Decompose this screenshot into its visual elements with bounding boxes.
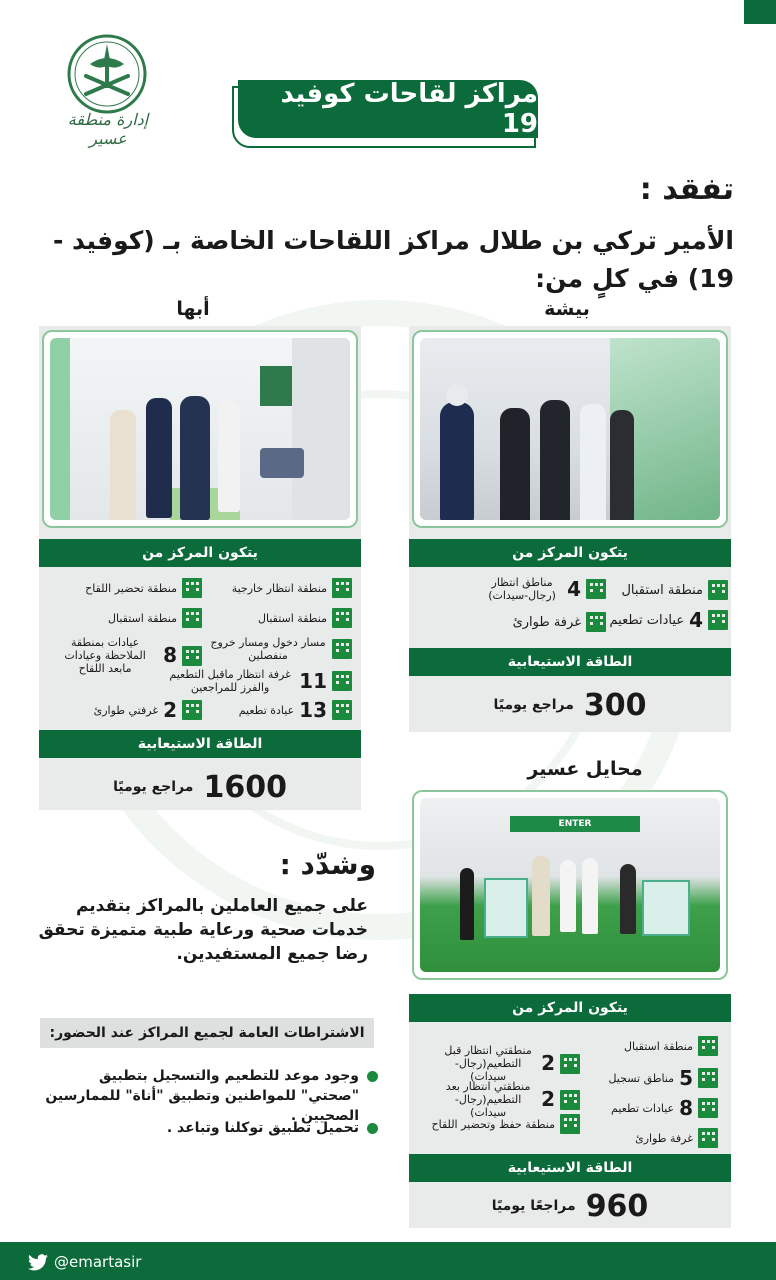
components-band-bisha: يتكون المركز من (409, 539, 731, 567)
city-title-mahayel: محايل عسير (527, 758, 643, 780)
capacity-band-bisha: الطاقة الاستيعابية (409, 648, 731, 676)
building-icon (560, 1114, 580, 1134)
stress-text: على جميع العاملين بالمراكز بتقديم خدمات صحية ورعاية طبية متميزة تحقق رضا جميع المستفيدين. (38, 896, 368, 964)
city-title-abha: أبها (176, 298, 210, 320)
item-mahayel-5: 8 عيادات تطعيم (588, 1098, 718, 1118)
stress-heading: وشدّد : (279, 848, 376, 881)
building-icon (698, 1036, 718, 1056)
building-icon (698, 1068, 718, 1088)
capacity-unit: مراجع يوميًا (493, 697, 574, 713)
item-mahayel-1: منطقة استقبال (588, 1036, 718, 1056)
building-icon (182, 700, 202, 720)
item-abha-9: 2 غرفتي طوارئ (52, 700, 202, 720)
twitter-icon (28, 1254, 48, 1271)
building-icon (332, 639, 352, 659)
item-abha-2: منطقة تحضير اللقاح (52, 578, 202, 598)
building-icon (182, 608, 202, 628)
capacity-mahayel (409, 1186, 731, 1226)
item-abha-1: منطقة انتظار خارجية (202, 578, 352, 598)
photo-abha (42, 330, 358, 528)
capacity-band-abha: الطاقة الاستيعابية (39, 730, 361, 758)
building-icon (332, 671, 352, 691)
item-abha-8: 13 عيادة تطعيم (202, 700, 352, 720)
item-bisha-4: غرفة طوارئ (456, 612, 606, 632)
bullet-dot-icon (367, 1123, 378, 1134)
components-band-abha: يتكون المركز من (39, 539, 361, 567)
requirement-item: تحميل تطبيق توكلنا وتباعد . (38, 1118, 378, 1138)
building-icon (182, 578, 202, 598)
page-title: مراكز لقاحات كوفيد 19 (238, 80, 538, 138)
item-mahayel-3: 5 مناطق تسجيل (588, 1068, 718, 1088)
corner-tab (744, 0, 776, 24)
capacity-number: 300 (583, 687, 647, 723)
item-bisha-1: منطقة استقبال (598, 580, 728, 600)
building-icon (708, 610, 728, 630)
capacity-band-mahayel: الطاقة الاستيعابية (409, 1154, 731, 1182)
item-abha-6: 8 عيادات بمنطقة الملاحظة وعيادات مابعد اللقاح (52, 636, 202, 675)
capacity-unit: مراجعًا يوميًا (491, 1198, 576, 1214)
item-bisha-3: 4 عيادات تطعيم (598, 610, 728, 630)
components-band-mahayel: يتكون المركز من (409, 994, 731, 1022)
building-icon (586, 612, 606, 632)
logo-caption: إدارة منطقة عسير (67, 110, 149, 148)
capacity-bisha (409, 684, 731, 726)
photo-bisha (412, 330, 728, 528)
building-icon (586, 579, 606, 599)
item-abha-5: مسار دخول ومسار خروج منفصلين (202, 636, 352, 662)
building-icon (332, 700, 352, 720)
building-icon (332, 578, 352, 598)
item-mahayel-4: 2 منطقتي انتظار بعد التطعيم(رجال-سيدات) (430, 1080, 580, 1119)
building-icon (560, 1054, 580, 1074)
item-abha-7: 11 غرفة انتظار ماقبل التطعيم والفرز للمراجعين (162, 668, 352, 694)
capacity-number: 960 (585, 1188, 649, 1224)
building-icon (708, 580, 728, 600)
item-mahayel-6: منطقة حفظ وتحضير اللقاح (430, 1114, 580, 1134)
item-mahayel-7: غرفة طوارئ (588, 1128, 718, 1148)
item-bisha-2: 4 مناطق انتظار (رجال-سيدات) (456, 576, 606, 602)
city-title-bisha: بيشة (544, 298, 590, 320)
building-icon (332, 608, 352, 628)
capacity-abha (39, 766, 361, 808)
building-icon (560, 1090, 580, 1110)
inspect-heading: تفقد : (639, 172, 734, 207)
building-icon (182, 646, 202, 666)
photo-mahayel: ENTER (412, 790, 728, 980)
twitter-handle-link[interactable]: @emartasir (28, 1253, 141, 1271)
inspect-text: الأمير تركي بن طلال مراكز اللقاحات الخاصة بـ (كوفيد - 19) في كلٍ من: (52, 226, 734, 293)
building-icon (698, 1128, 718, 1148)
capacity-number: 1600 (203, 769, 287, 805)
capacity-unit: مراجع يوميًا (113, 779, 194, 795)
bullet-dot-icon (367, 1071, 378, 1082)
building-icon (698, 1098, 718, 1118)
item-abha-4: منطقة استقبال (52, 608, 202, 628)
item-abha-3: منطقة استقبال (202, 608, 352, 628)
requirements-title: الاشتراطات العامة لجميع المراكز عند الحضور: (40, 1018, 374, 1048)
requirement-item: وجود موعد للتطعيم والتسجيل بتطبيق "صحتي" للمواطنين وتطبيق "أناة" للممارسين الصحيين . (38, 1066, 378, 1126)
item-mahayel-2: 2 منطقتي انتظار قبل التطعيم(رجال-سيدات) (430, 1044, 580, 1083)
